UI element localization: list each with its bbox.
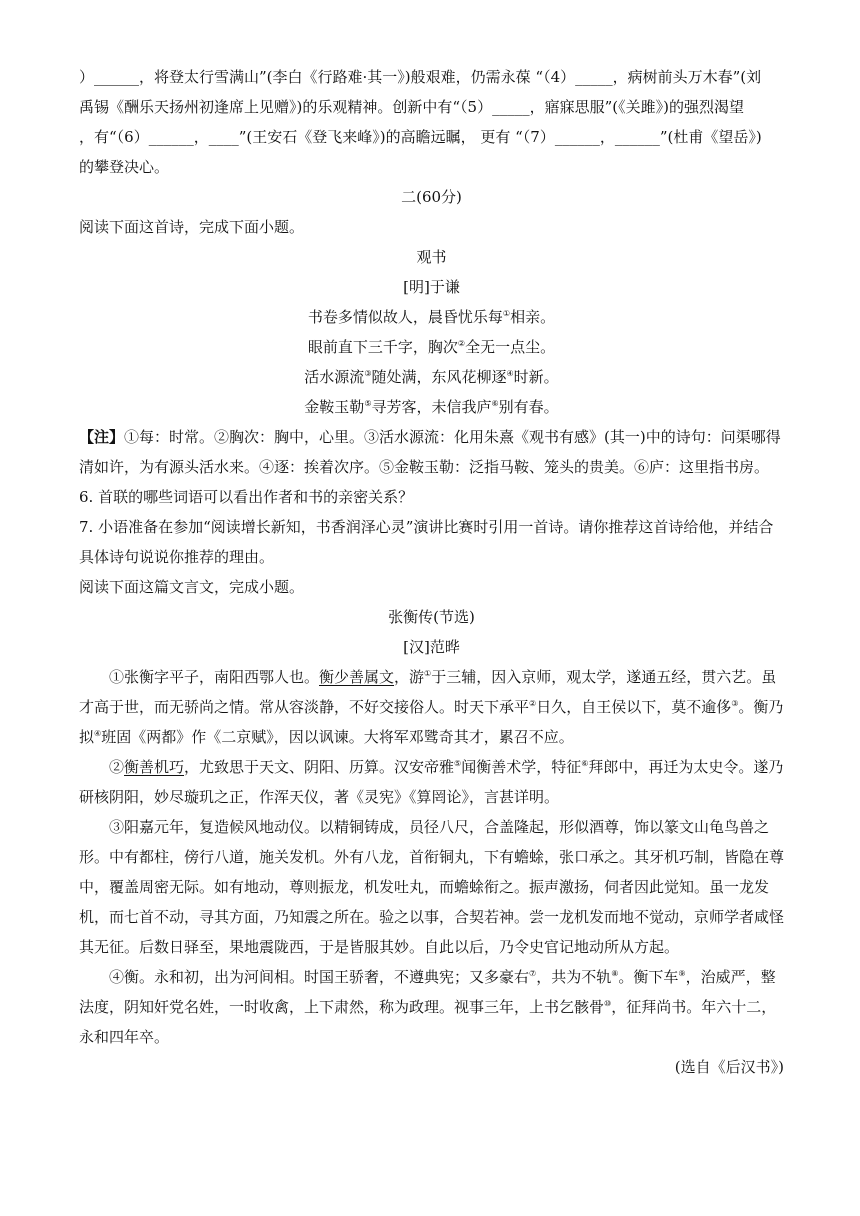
prose-paragraph-1: ①张衡字平子，南阳西鄂人也。衡少善属文，游①于三辅，因入京师，观太学，遂通五经，贯六艺。虽才高于世，而无骄尚之情。常从容淡静，不好交接俗人。时天下承平②日久，自王侯以下，莫不逾侈③。衡乃拟④班固《两都》作《二京赋》，因以讽谏。大将军邓骘奇其才，累召不应。 [79,668,784,746]
poem-title: 观书 [416,248,447,266]
poem-line: 书卷多情似故人，晨昏忧乐每①相亲。 [307,308,556,326]
underlined-phrase: 衡少善属文 [319,668,395,686]
poem-author: [明]于谦 [403,278,460,296]
prose-title: 张衡传(节选) [388,608,475,626]
prose-instruction: 阅读下面这篇文言文，完成小题。 [79,578,305,596]
footnote-marker: ⑤ [364,399,372,408]
question-7: 7. 小语准备在参加“阅读增长新知，书香润泽心灵”演讲比赛时引用一首诗。请你推荐这首诗给他，并结合具体诗句说说你推荐的理由。 [79,518,774,566]
fill-blank-line-4: 的攀登决心。 [79,158,170,176]
footnote-marker: ③ [731,699,739,708]
footnote-marker: ⑦ [529,969,537,978]
question-6: 6. 首联的哪些词语可以看出作者和书的亲密关系？ [79,488,414,506]
footnote-marker: ③ [364,369,372,378]
footnote-marker: ① [502,309,511,318]
underlined-phrase: 衡善机巧 [124,758,185,776]
poem-line: 眼前直下三千字，胸次②全无一点尘。 [307,338,556,356]
note-label: 【注】 [79,428,125,446]
fill-blank-line-1: ）______，将登太行雪满山”(李白《行路难·其一》)般艰难，仍需永葆 “（4）_____，病树前头万木春”(刘 [79,68,762,86]
poem-line: 金鞍玉勒⑤寻芳客，未信我庐⑥别有春。 [304,398,559,416]
footnote-marker: ⑩ [604,999,612,1008]
footnote-marker: ⑥ [491,399,499,408]
note-text: ①每：时常。②胸次：胸中，心里。③活水源流：化用朱熹《观书有感》(其一)中的诗句：问渠哪得清如许，为有源头活水来。④逐：挨着次序。⑤金鞍玉勒：泛指马鞍、笼头的贵美。⑥庐：这里指书房。 [79,428,781,476]
poem-notes [79,422,784,482]
footnote-marker: ⑧ [611,969,619,978]
poem-instruction: 阅读下面这首诗，完成下面小题。 [79,218,305,236]
footnote-marker: ④ [506,369,514,378]
prose-source: (选自《后汉书》) [674,1058,784,1076]
prose-paragraph-3: ③阳嘉元年，复造候风地动仪。以精铜铸成，员径八尺，合盖隆起，形似酒尊，饰以篆文山龟鸟兽之形。中有都柱，傍行八道，施关发机。外有八龙，首衔铜丸，下有蟾蜍，张口承之。其牙机巧制，皆隐在尊中，覆盖周密无际。如有地动，尊则振龙，机发吐丸，而蟾蜍衔之。振声激扬，伺者因此觉知。虽一龙发机，而七首不动，寻其方面，乃知震之所在。验之以事，合契若神。尝一龙机发而地不觉动，京师学者咸怪其无征。后数日驿至，果地震陇西，于是皆服其妙。自此以后，乃令史官记地动所从方起。 [79,818,785,956]
footnote-marker: ② [529,699,537,708]
footnote-marker: ⑥ [581,759,589,768]
footnote-marker: ⑤ [454,759,462,768]
footnote-marker: ④ [94,729,102,738]
poem-line: 活水源流③随处满，东风花柳逐④时新。 [304,368,559,386]
fill-blank-line-3: ，有“（6）______，____”(王安石《登飞来峰》)的高瞻远瞩， 更有 “（7）______，______”(杜甫《望岳》) [79,128,762,146]
footnote-marker: ① [424,669,432,678]
footnote-marker: ② [457,339,466,348]
section-heading: 二(60分) [401,188,462,206]
fill-blank-line-2: 禹锡《酬乐天扬州初逢席上见赠》)的乐观精神。创新中有“（5）_____，寤寐思服”(《关雎》)的强烈渴望 [79,98,744,116]
prose-author: [汉]范晔 [403,638,460,656]
prose-paragraph-2: ②衡善机巧，尤致思于天文、阴阳、历算。汉安帝雅⑤闻衡善术学，特征⑥拜郎中，再迁为太史令。遂乃研核阴阳，妙尽璇玑之正，作浑天仪，著《灵宪》《算罔论》，言甚详明。 [79,758,784,806]
prose-paragraph-4: ④衡。永和初，出为河间相。时国王骄奢，不遵典宪；又多豪右⑦，共为不轨⑧。衡下车⑨，治威严，整法度，阴知奸党名姓，一时收禽，上下肃然，称为政理。视事三年，上书乞骸骨⑩，征拜尚书。年六十二，永和四年卒。 [79,968,777,1046]
footnote-marker: ⑨ [678,969,686,978]
